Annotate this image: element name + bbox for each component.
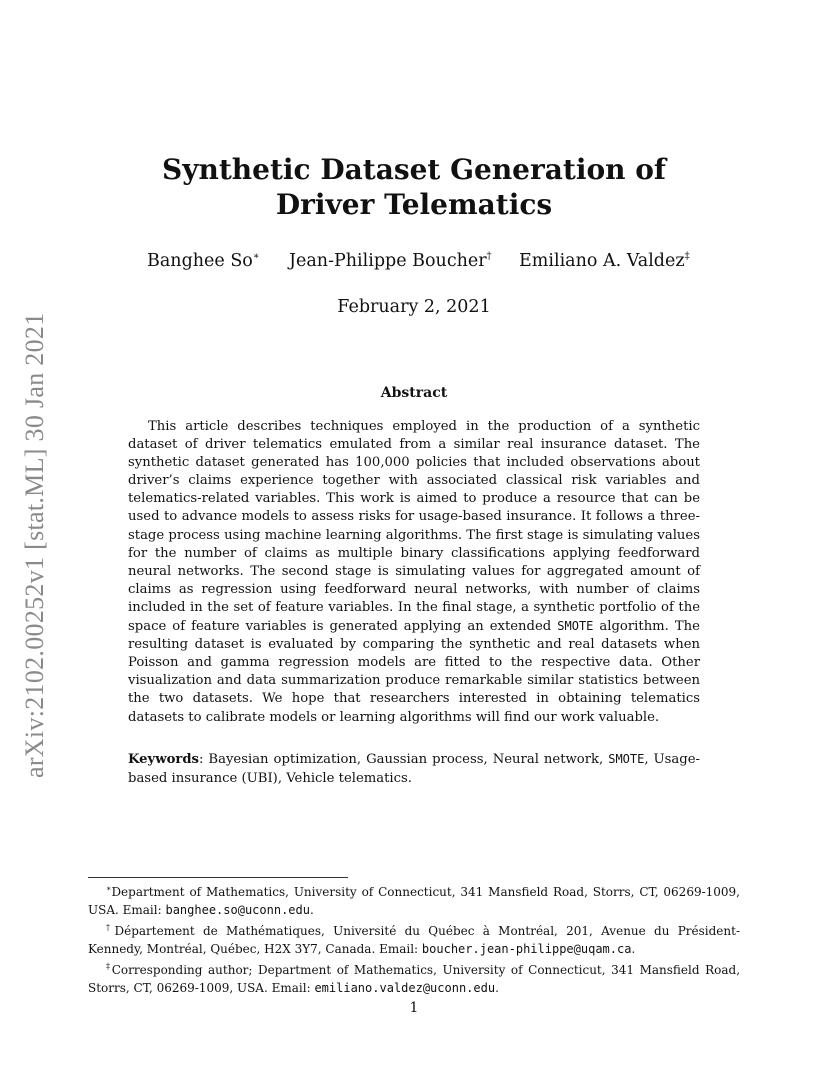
footnote-marker: † xyxy=(106,923,115,932)
footnote-divider xyxy=(88,877,348,878)
smote-term: SMOTE xyxy=(557,619,594,634)
footnote-email: banghee.so@uconn.edu xyxy=(165,902,310,917)
abstract-text-part: algorithm. The resulting dataset is evaluated by comparing the synthetic and real datasets when Poisson and gamma regression models are fitted to the respective data. Other visualization and data summarization produce remarkable similar statistics between the two datasets. We hope that researchers interested in obtaining telematics datasets to calibrate models or learning algorithms will find our work valuable. xyxy=(128,619,700,725)
footnote-marker: † xyxy=(486,251,492,262)
footnote-text: Corresponding author; Department of Mathematics, University of Connecticut, 341 Mansfield Road, Storrs, CT, 06269-1009, USA. Email: xyxy=(88,963,741,995)
paper-title: Synthetic Dataset Generation of Driver Telematics xyxy=(162,153,666,221)
keywords-text: : Bayesian optimization, Gaussian process, Neural network, xyxy=(198,752,604,767)
author xyxy=(519,251,690,271)
author xyxy=(289,251,492,271)
publication-date: February 2, 2021 xyxy=(337,297,491,317)
footnote-end: . xyxy=(495,980,499,995)
footnotes xyxy=(88,880,740,997)
author-name: Banghee So xyxy=(147,251,253,271)
footnote-end: . xyxy=(631,941,636,956)
arxiv-identifier: arXiv:2102.00252v1 [stat.ML] 30 Jan 2021 xyxy=(20,312,49,778)
footnote-marker: ∗ xyxy=(106,884,112,893)
footnote xyxy=(88,880,740,919)
keywords-text: , Usage-based insurance (UBI), Vehicle telematics. xyxy=(128,752,700,786)
footnote-email: boucher.jean-philippe@uqam.ca xyxy=(421,941,632,956)
footnote-email: emiliano.valdez@uconn.edu xyxy=(314,980,496,995)
footnote-marker: ‡ xyxy=(106,962,112,971)
footnote-text: Département de Mathématiques, Université du Québec à Montréal, 201, Avenue du Président-Kennedy, Montréal, Québec, H2X 3Y7, Canada. Email: xyxy=(88,924,741,956)
author-name: Emiliano A. Valdez xyxy=(519,251,685,271)
smote-term: SMOTE xyxy=(608,752,645,766)
keywords-label: Keywords xyxy=(128,752,199,767)
footnote-marker: ∗ xyxy=(252,251,260,262)
abstract-text-part: This article describes techniques employed in the production of a synthetic dataset of driver telematics emulated from a similar real insurance dataset. The synthetic dataset generated has 100,000 policies that included observations about driver’s claims experience together with associated classical risk variables and telematics-related variables. This work is aimed to produce a resource that can be used to advance models to assess risks for usage-based insurance. It follows a three-stage process using machine learning algorithms. The first stage is simulating values for the number of claims as multiple binary classifications applying feedforward neural networks. The second stage is simulating values for aggregated amount of claims as regression using feedforward neural networks, with number of claims included in the set of feature variables. In the final stage, a synthetic portfolio of the space of feature variables is generated applying an extended xyxy=(128,419,700,635)
author xyxy=(147,251,260,271)
abstract-heading: Abstract xyxy=(380,385,448,401)
footnote-marker: ‡ xyxy=(684,251,690,262)
footnote-end: . xyxy=(309,902,314,917)
keywords xyxy=(128,750,700,788)
footnote xyxy=(88,958,740,997)
author-name: Jean-Philippe Boucher xyxy=(289,251,487,271)
page-number: 1 xyxy=(409,1000,419,1016)
footnote-text: Department of Mathematics, University of Connecticut, 341 Mansfield Road, Storrs, CT, 06269-1009, USA. Email: xyxy=(88,885,740,917)
footnote xyxy=(88,919,740,958)
author-list xyxy=(0,251,828,277)
abstract-text xyxy=(128,418,700,727)
